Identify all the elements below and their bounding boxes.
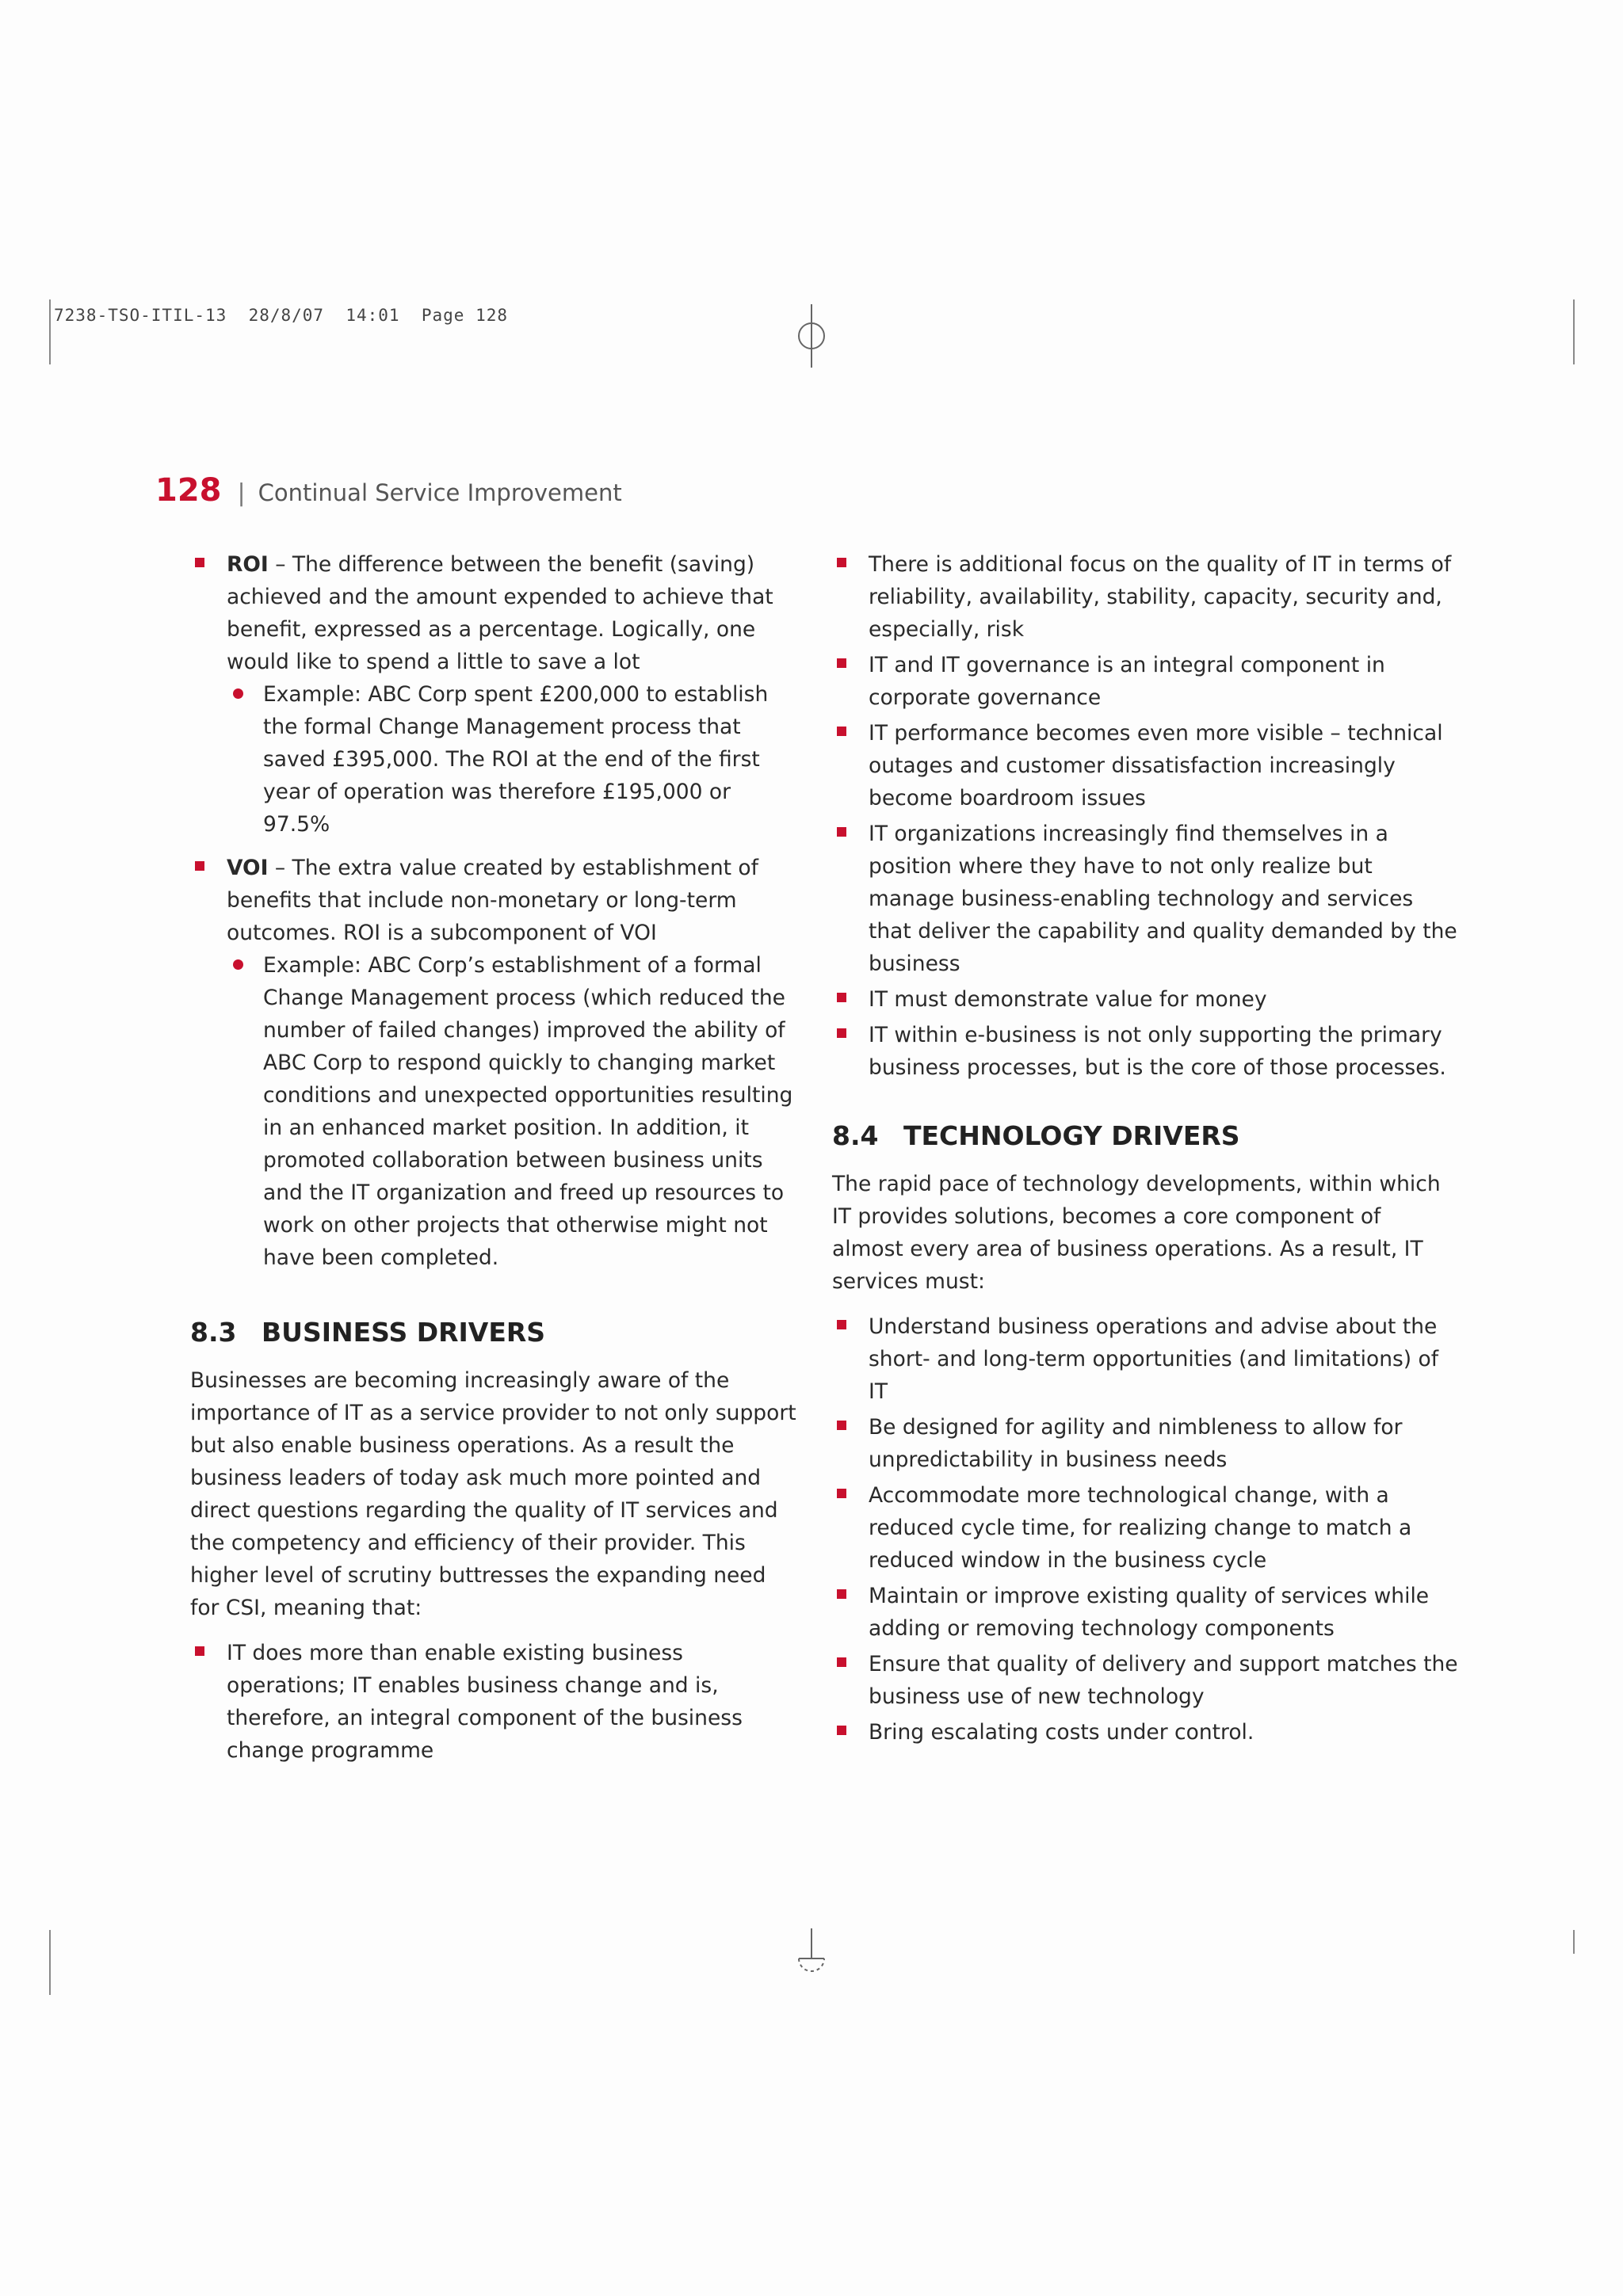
list-item [832, 717, 1458, 814]
example-roi-text: Example: ABC Corp spent £200,000 to establish the formal Change Management process that saved £395,000. The ROI at the end of the first year of operation was therefore £195,000 or 97.5% [263, 682, 769, 837]
section-title: BUSINESS DRIVERS [262, 1317, 546, 1348]
book-title: Continual Service Improvement [258, 479, 622, 506]
list-item-text: Be designed for agility and nimbleness to allow for unpredictability in business needs [869, 1415, 1403, 1472]
list-item [832, 548, 1458, 646]
registration-mark-bottom-icon [796, 1928, 827, 1978]
voi-definition: – The extra value created by establishment of benefits that include non-monetary or long-term outcomes. ROI is a subcomponent of VOI [227, 856, 758, 945]
square-bullet-icon [837, 558, 846, 567]
square-bullet-icon [837, 993, 846, 1002]
bullet-roi [190, 548, 800, 841]
section-heading-8-3 [190, 1317, 800, 1348]
print-slug: 7238-TSO-ITIL-13 28/8/07 14:01 Page 128 [54, 306, 509, 325]
square-bullet-icon [837, 1726, 846, 1735]
list-item-text: IT must demonstrate value for money [869, 987, 1267, 1012]
list-item [832, 818, 1458, 980]
roi-definition: – The difference between the benefit (saving) achieved and the amount expended to achieve that benefit, expressed as a percentage. Logically, one would like to spend a little to save a lot [227, 552, 773, 674]
right-column [832, 548, 1458, 1752]
list-item-text: IT within e-business is not only supporting the primary business processes, but is the core of those processes. [869, 1023, 1446, 1080]
square-bullet-icon [195, 558, 204, 567]
section-number: 8.4 [832, 1120, 879, 1151]
list-item-text: Bring escalating costs under control. [869, 1720, 1254, 1745]
list-item [832, 1019, 1458, 1084]
square-bullet-icon [837, 1589, 846, 1599]
header-separator: | [237, 479, 246, 507]
left-column [190, 548, 800, 1770]
crop-mark-top-right [1573, 299, 1575, 364]
crop-mark-bottom-left [49, 1930, 51, 1995]
square-bullet-icon [837, 727, 846, 736]
section-number: 8.3 [190, 1317, 237, 1348]
square-bullet-icon [837, 658, 846, 668]
term-roi: ROI [227, 552, 269, 577]
technology-drivers-paragraph: The rapid pace of technology developments, within which IT provides solutions, becomes a core component of almost every area of business operations. As a result, IT services must: [832, 1172, 1441, 1294]
page-number: 128 [155, 472, 222, 509]
list-item-text: IT organizations increasingly find themselves in a position where they have to not only realize but manage business-enabling technology and services that deliver the capability and quality demanded by the business [869, 822, 1457, 976]
running-header [155, 472, 622, 509]
list-item [190, 1637, 800, 1767]
example-roi [227, 678, 800, 841]
square-bullet-icon [837, 1421, 846, 1430]
list-item [832, 1580, 1458, 1645]
list-item-text: IT performance becomes even more visible – technical outages and customer dissatisfaction increasingly become boardroom issues [869, 721, 1443, 810]
round-bullet-icon [233, 688, 243, 699]
square-bullet-icon [837, 1489, 846, 1498]
list-item [832, 649, 1458, 714]
list-item [832, 1479, 1458, 1577]
list-item-text: IT does more than enable existing business operations; IT enables business change and is, therefore, an integral component of the business change programme [227, 1641, 743, 1763]
crop-mark-top-left [49, 299, 51, 364]
square-bullet-icon [837, 1028, 846, 1038]
list-item [832, 1648, 1458, 1713]
registration-mark-top-icon [796, 304, 827, 368]
term-voi: VOI [227, 856, 269, 880]
bullet-voi [190, 852, 800, 1274]
list-item [832, 983, 1458, 1016]
example-voi [227, 949, 800, 1274]
square-bullet-icon [837, 1320, 846, 1329]
list-item [832, 1310, 1458, 1408]
list-item-text: Understand business operations and advise about the short- and long-term opportunities (and limitations) of IT [869, 1314, 1439, 1404]
list-item-text: Ensure that quality of delivery and support matches the business use of new technology [869, 1652, 1458, 1709]
square-bullet-icon [195, 1646, 204, 1656]
square-bullet-icon [195, 861, 204, 871]
business-drivers-paragraph: Businesses are becoming increasingly aware of the importance of IT as a service provider to not only support but also enable business operations. As a result the business leaders of today ask much more pointed and direct questions regarding the quality of IT services and the competency and efficiency of their provider. This higher level of scrutiny buttresses the expanding need for CSI, meaning that: [190, 1368, 796, 1620]
list-item-text: There is additional focus on the quality of IT in terms of reliability, availability, stability, capacity, security and, especially, risk [869, 552, 1452, 642]
round-bullet-icon [233, 959, 243, 970]
square-bullet-icon [837, 1657, 846, 1667]
list-item-text: IT and IT governance is an integral component in corporate governance [869, 653, 1385, 710]
list-item [832, 1716, 1458, 1749]
list-item [832, 1411, 1458, 1476]
list-item-text: Accommodate more technological change, with a reduced cycle time, for realizing change to match a reduced window in the business cycle [869, 1483, 1412, 1573]
section-heading-8-4 [832, 1120, 1458, 1152]
list-item-text: Maintain or improve existing quality of services while adding or removing technology components [869, 1584, 1430, 1641]
section-title: TECHNOLOGY DRIVERS [903, 1120, 1240, 1151]
square-bullet-icon [837, 827, 846, 837]
example-voi-text: Example: ABC Corp’s establishment of a formal Change Management process (which reduced the number of failed changes) improved the ability of ABC Corp to respond quickly to changing market conditions and unexpected opportunities resulting in an enhanced market position. In addition, it promoted collaboration between business units and the IT organization and freed up resources to work on other projects that otherwise might not have been completed. [263, 953, 793, 1270]
crop-mark-bottom-right [1573, 1930, 1575, 1954]
